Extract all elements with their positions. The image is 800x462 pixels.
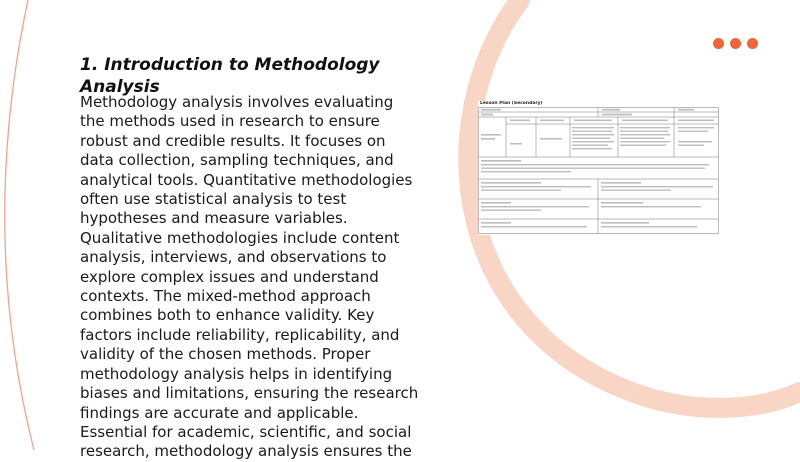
decorative-dots <box>713 38 758 49</box>
dot-2 <box>730 38 741 49</box>
document-heading: Lesson Plan (Secondary) <box>480 101 543 106</box>
document-table <box>478 107 719 234</box>
lesson-plan-document-image <box>478 101 720 235</box>
dot-3 <box>747 38 758 49</box>
slide-body-text: Methodology analysis involves evaluating the methods used in research to ensure robust and credible results. It focuses on data collection, sampling techniques, and analytical tools. Quantitative methodologies often use statistical analysis to test hypotheses and measure variables. Qualitative methodologies include content analysis, interviews, and observations to explore complex issues and understand contexts. The mixed-method approach combines both to enhance validity. Key factors include reliability, replicability, and validity of the chosen methods. Proper methodology analysis helps in identifying biases and limitations, ensuring the research findings are accurate and applicable. Essential for academic, scientific, and social research, methodology analysis ensures the <box>80 93 419 461</box>
slide-title: 1. Introduction to Methodology Analysis <box>80 55 380 97</box>
dot-1 <box>713 38 724 49</box>
left-arc <box>5 0 34 450</box>
